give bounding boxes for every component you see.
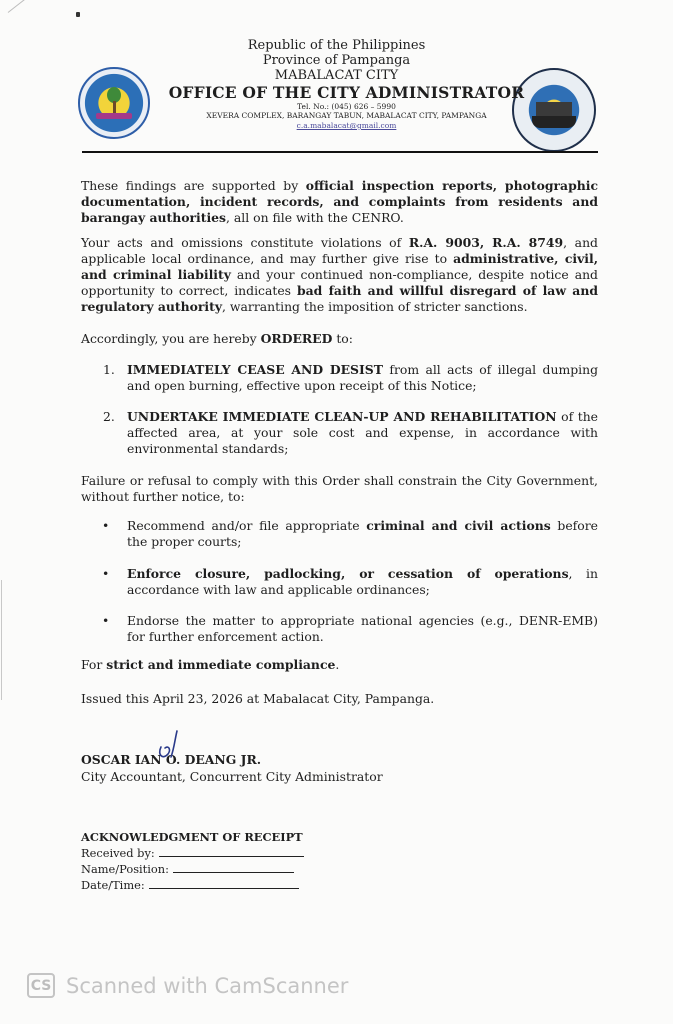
- text-run: .: [335, 657, 340, 672]
- text-run: and your continued non-compliance, despite notice and opportunity to correct, indicates: [81, 267, 598, 298]
- bullet-icon: •: [102, 518, 110, 533]
- bold-text: UNDERTAKE IMMEDIATE CLEAN-UP AND REHABILITATION: [127, 409, 557, 424]
- text-run: These findings are supported by: [81, 178, 306, 193]
- text-run: to:: [332, 331, 353, 346]
- bullet-icon: •: [102, 613, 110, 628]
- bold-text: strict and immediate compliance: [106, 657, 336, 672]
- bullet-text: [127, 518, 598, 550]
- letterhead-country: Republic of the Philippines: [247, 38, 426, 53]
- paragraph-violations: [81, 235, 598, 315]
- action-bullet-item: [104, 518, 598, 550]
- signatory-name: OSCAR IAN O. DEANG JR.: [81, 752, 262, 767]
- text-run: Failure or refusal to comply with this Order shall constrain the City Government, without further notice, to:: [81, 473, 598, 504]
- acknowledgment-label: Name/Position:: [81, 862, 169, 876]
- bullet-text: [127, 613, 598, 645]
- order-number: 1.: [103, 362, 115, 377]
- bold-text: bad faith and willful disregard of law and regulatory authority: [81, 283, 598, 314]
- acknowledgment-received-by: [81, 846, 304, 860]
- signatory-title: City Accountant, Concurrent City Administrator: [81, 769, 383, 784]
- paragraph-issued: [81, 691, 598, 707]
- acknowledgment-label: Date/Time:: [81, 878, 145, 892]
- bullet-icon: •: [102, 566, 110, 581]
- text-run: , and applicable local ordinance, and may further give rise to: [81, 235, 598, 266]
- date-time-field[interactable]: [149, 878, 299, 889]
- paragraph-findings: [81, 178, 598, 226]
- text-run: Endorse the matter to appropriate national agencies (e.g., DENR-EMB) for further enforcement action.: [127, 613, 598, 644]
- acknowledgment-title: ACKNOWLEDGMENT OF RECEIPT: [81, 830, 303, 844]
- bold-text: IMMEDIATELY CEASE AND DESIST: [127, 362, 383, 377]
- letterhead-address: XEVERA COMPLEX, BARANGAY TABUN, MABALACAT CITY, PAMPANGA: [206, 111, 487, 120]
- acknowledgment-date-time: [81, 878, 299, 892]
- paragraph-failure: [81, 473, 598, 505]
- received-by-field[interactable]: [159, 846, 304, 857]
- camscanner-text: Scanned with CamScanner: [66, 974, 349, 998]
- letterhead-office: OFFICE OF THE CITY ADMINISTRATOR: [168, 83, 525, 102]
- bold-text: R.A. 9003, R.A. 8749: [408, 235, 564, 250]
- order-text: [127, 409, 598, 457]
- text-run: Your acts and omissions constitute violations of: [81, 235, 409, 250]
- text-run: , warranting the imposition of stricter sanctions.: [222, 299, 528, 314]
- scan-edge-line: [1, 580, 2, 700]
- order-number: 2.: [103, 409, 115, 424]
- bold-text: ORDERED: [260, 331, 333, 346]
- paragraph-ordered: [81, 331, 598, 347]
- order-item: [104, 409, 598, 457]
- acknowledgment-label: Received by:: [81, 846, 155, 860]
- text-run: For: [81, 657, 107, 672]
- paragraph-compliance: [81, 657, 598, 673]
- acknowledgment-name-position: [81, 862, 294, 876]
- handwritten-signature-icon: [155, 727, 185, 761]
- bullet-text: [127, 566, 598, 598]
- text-run: Recommend and/or file appropriate: [127, 518, 367, 533]
- order-text: [127, 362, 598, 394]
- text-run: from all acts of illegal dumping and open burning, effective upon receipt of this Notice;: [127, 362, 598, 393]
- name-position-field[interactable]: [173, 862, 294, 873]
- text-run: of the affected area, at your sole cost and expense, in accordance with environmental standards;: [127, 409, 599, 456]
- scan-artifact-line: [8, 0, 83, 13]
- action-bullet-item: [104, 566, 598, 598]
- letterhead-telephone: Tel. No.: (045) 626 – 5990: [297, 102, 396, 111]
- camscanner-logo-icon: CS: [27, 973, 55, 998]
- bold-text: Enforce closure, padlocking, or cessation of operations: [127, 566, 569, 581]
- bold-text: administrative, civil, and criminal liability: [81, 251, 599, 282]
- text-run: , in accordance with law and applicable ordinances;: [127, 566, 598, 597]
- text-run: , all on file with the CENRO.: [226, 210, 404, 225]
- text-run: Issued this April 23, 2026 at Mabalacat City, Pampanga.: [81, 691, 435, 706]
- action-bullet-item: [104, 613, 598, 645]
- order-item: [104, 362, 598, 394]
- scan-artifact-mark: [76, 12, 80, 17]
- bold-text: criminal and civil actions: [366, 518, 551, 533]
- text-run: before the proper courts;: [127, 518, 598, 549]
- letterhead-province: Province of Pampanga: [262, 53, 411, 68]
- text-run: Accordingly, you are hereby: [81, 331, 261, 346]
- bold-text: official inspection reports, photographic documentation, incident records, and complaints from residents and barangay authorities: [81, 178, 598, 225]
- letterhead-city: MABALACAT CITY: [274, 68, 399, 83]
- letterhead-divider: [82, 151, 598, 153]
- letterhead-email[interactable]: c.a.mabalacat@gmail.com: [296, 121, 397, 130]
